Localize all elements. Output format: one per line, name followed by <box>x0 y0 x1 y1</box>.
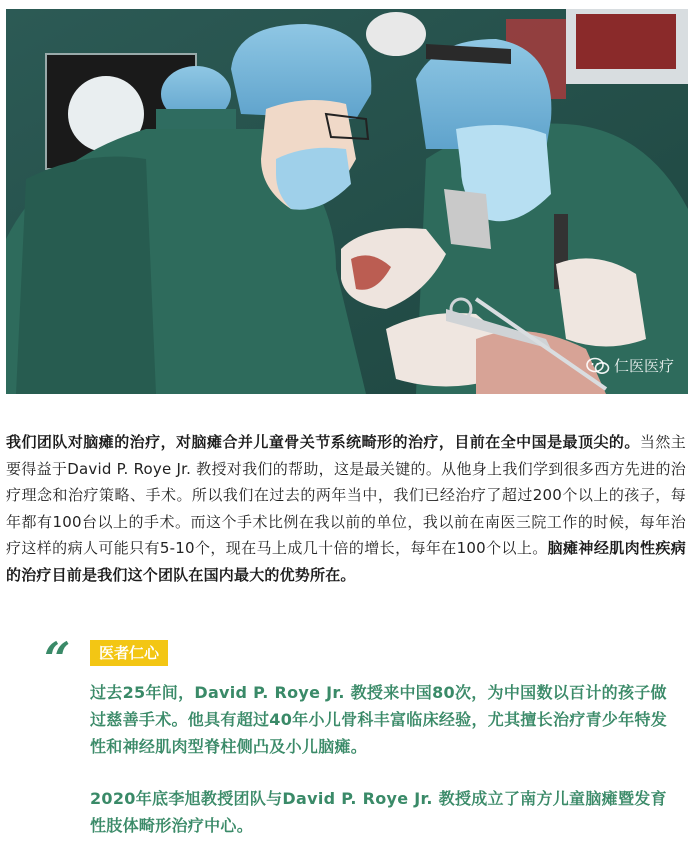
article-bold-conclusion: 脑瘫神经肌肉性疾病的治疗目前是我们这个团队在国内最大的优势所在。 <box>6 539 686 584</box>
photo-watermark <box>586 355 674 376</box>
wechat-icon <box>586 357 610 375</box>
article-body: 当然主要得益于David P. Roye Jr. 教授对我们的帮助，这是最关键的。从他身上我们学到很多西方先进的治疗理念和治疗策略、手术。所以我们在过去的两年当中，我们已经治疗了超过200个以上的孩子，每年都有100台以上的手术。而这个手术比例在我以前的单位，我以前在南医三院工作的时候，每年治疗这样的病人可能只有5-10个，现在马上成几十倍的增长，每年在100个以上。 <box>6 433 686 557</box>
quote-tag: 医者仁心 <box>90 640 168 666</box>
watermark-text: 仁医医疗 <box>613 357 674 375</box>
surgery-photo <box>6 9 688 394</box>
article-bold-lead: 我们团队对脑瘫的治疗，对脑瘫合并儿童骨关节系统畸形的治疗，目前在全中国是最顶尖的。 <box>6 433 640 451</box>
quote-paragraph: 过去25年间，David P. Roye Jr. 教授来中国80次，为中国数以百计的孩子做过慈善手术。他具有超过40年小儿骨科丰富临床经验，尤其擅长治疗青少年特发性和神经肌肉型脊柱侧凸及小儿脑瘫。 <box>90 683 668 756</box>
article-paragraph <box>6 429 686 588</box>
quote-mark-icon: “ <box>44 632 71 686</box>
quote-paragraph: 2020年底李旭教授团队与David P. Roye Jr. 教授成立了南方儿童脑瘫暨发育性肢体畸形治疗中心。 <box>90 789 667 835</box>
quote-block <box>90 679 680 864</box>
